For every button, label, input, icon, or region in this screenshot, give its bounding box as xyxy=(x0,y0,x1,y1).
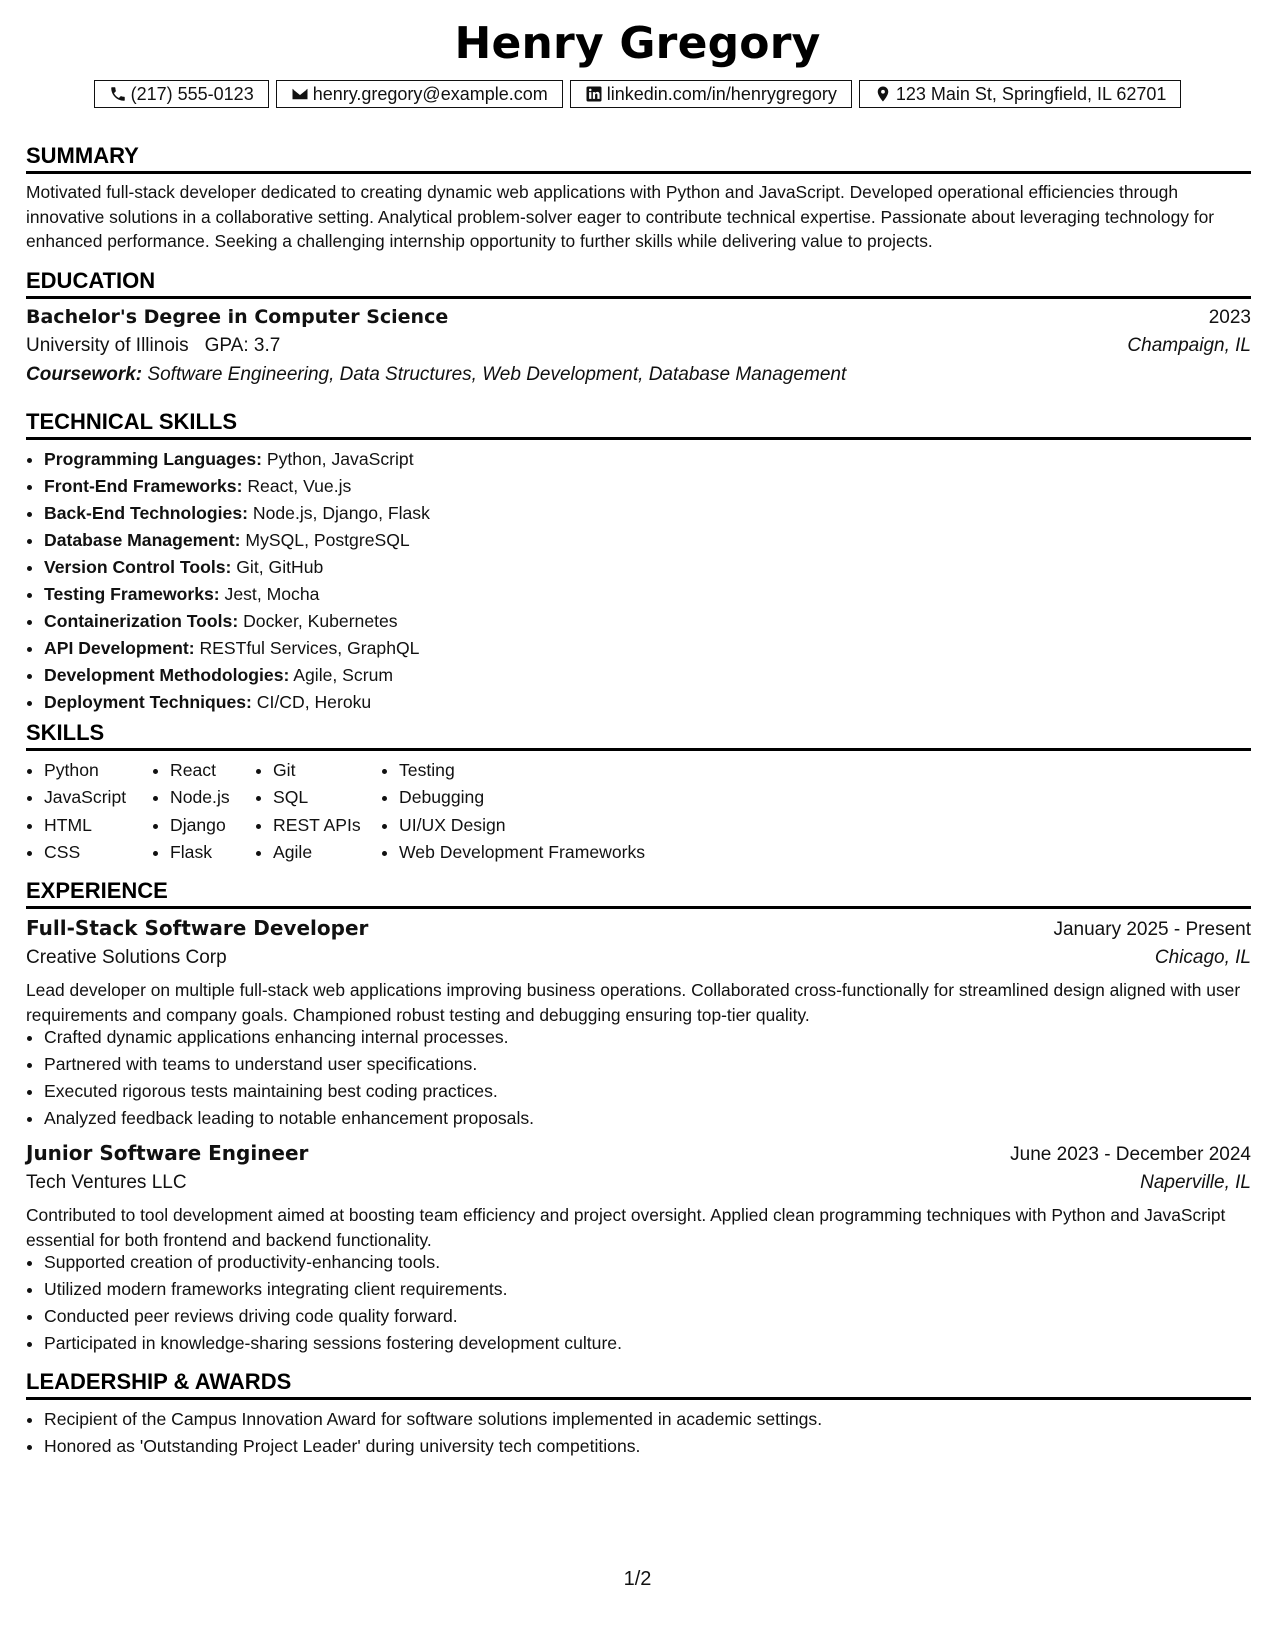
leadership-list xyxy=(26,1406,822,1460)
list-item: • Python xyxy=(44,757,152,784)
linkedin-icon xyxy=(585,85,603,103)
list-item: • Honored as 'Outstanding Project Leader' during university tech competitions. xyxy=(44,1433,822,1460)
list-item: • Testing xyxy=(399,757,699,784)
leadership-title: LEADERSHIP & AWARDS xyxy=(26,1369,292,1394)
school-name: University of Illinois xyxy=(26,335,189,356)
contact-linkedin[interactable] xyxy=(570,80,852,108)
contact-address xyxy=(859,80,1182,108)
map-pin-icon xyxy=(874,85,892,103)
job-2-dates: June 2023 - December 2024 xyxy=(1010,1144,1251,1165)
skills-divider xyxy=(26,748,1251,751)
contact-bar xyxy=(0,80,1275,108)
list-item: • Front-End Frameworks: React, Vue.js xyxy=(44,473,430,500)
list-item: • Utilized modern frameworks integrating client requirements. xyxy=(44,1276,622,1303)
list-item: • REST APIs xyxy=(273,812,381,839)
skills-column-2 xyxy=(152,757,255,866)
education-school-row xyxy=(26,335,1251,357)
list-item: • Containerization Tools: Docker, Kubernetes xyxy=(44,608,430,635)
page-number: 1/2 xyxy=(623,1568,652,1590)
list-item: • Partnered with teams to understand user specifications. xyxy=(44,1051,534,1078)
list-item: • Database Management: MySQL, PostgreSQL xyxy=(44,527,430,554)
summary-divider xyxy=(26,171,1251,174)
coursework-row xyxy=(26,364,1251,386)
envelope-icon xyxy=(291,85,309,103)
list-item: • API Development: RESTful Services, GraphQL xyxy=(44,635,430,662)
experience-title: EXPERIENCE xyxy=(26,878,168,903)
job-1-role: Full-Stack Software Developer xyxy=(26,916,369,940)
job-2-header-row xyxy=(26,1141,1251,1166)
job-1-bullets xyxy=(26,1024,534,1132)
list-item: • Conducted peer reviews driving code quality forward. xyxy=(44,1303,622,1330)
job-1-company-row xyxy=(26,947,1251,969)
school-location: Champaign, IL xyxy=(1127,335,1251,356)
job-2-bullets xyxy=(26,1249,622,1357)
coursework-list: Software Engineering, Data Structures, Web Development, Database Management xyxy=(147,364,847,385)
summary-text: Motivated full-stack developer dedicated to creating dynamic web applications with Python and JavaScript. Developed operational efficiencies through innovative solutions in a collaborative setting. Analytical problem-solver eager to contribute technical expertise. Passionate about leveraging technology for enhanced performance. Seeking a challenging internship opportunity to further skills while delivering value to projects. xyxy=(26,182,1215,251)
candidate-name: Henry Gregory xyxy=(454,18,821,69)
list-item: • Node.js xyxy=(170,784,255,811)
technical-skills-title: TECHNICAL SKILLS xyxy=(26,409,238,434)
list-item: • Debugging xyxy=(399,784,699,811)
list-item: • Executed rigorous tests maintaining best coding practices. xyxy=(44,1078,534,1105)
contact-phone[interactable] xyxy=(94,80,269,108)
coursework-label: Coursework: xyxy=(26,364,143,385)
skills-column-4 xyxy=(381,757,699,866)
list-item: • Web Development Frameworks xyxy=(399,839,699,866)
job-1-description: Lead developer on multiple full-stack web applications improving business operations. Collaborated cross-functionally for streamlined design aligned with user requirements and company goals. Championed robust testing and debugging ensuring top-tier quality. xyxy=(26,980,1241,1025)
skills-columns xyxy=(26,757,699,866)
list-item: • Analyzed feedback leading to notable enhancement proposals. xyxy=(44,1105,534,1132)
phone-icon xyxy=(109,85,127,103)
list-item: • Flask xyxy=(170,839,255,866)
job-1-company: Creative Solutions Corp xyxy=(26,947,227,968)
list-item: • Version Control Tools: Git, GitHub xyxy=(44,554,430,581)
list-item: • JavaScript xyxy=(44,784,152,811)
list-item: • Supported creation of productivity-enhancing tools. xyxy=(44,1249,622,1276)
contact-linkedin-text: linkedin.com/in/henrygregory xyxy=(606,83,837,104)
job-1-header-row xyxy=(26,916,1251,941)
skills-column-1 xyxy=(26,757,152,866)
list-item: • Django xyxy=(170,812,255,839)
skills-column-3 xyxy=(255,757,381,866)
gpa: GPA: 3.7 xyxy=(204,335,281,356)
education-title: EDUCATION xyxy=(26,268,156,293)
experience-divider xyxy=(26,906,1251,909)
job-2-company-row xyxy=(26,1172,1251,1194)
list-item: • HTML xyxy=(44,812,152,839)
technical-skills-list xyxy=(26,446,430,716)
contact-address-text: 123 Main St, Springfield, IL 62701 xyxy=(895,83,1167,104)
job-2-location: Naperville, IL xyxy=(1140,1172,1251,1193)
summary-title: SUMMARY xyxy=(26,143,139,168)
job-1-location: Chicago, IL xyxy=(1154,947,1251,968)
job-2-company: Tech Ventures LLC xyxy=(26,1172,187,1193)
skills-title: SKILLS xyxy=(26,720,105,745)
list-item: • SQL xyxy=(273,784,381,811)
list-item: • Participated in knowledge-sharing sessions fostering development culture. xyxy=(44,1330,622,1357)
list-item: • Programming Languages: Python, JavaScript xyxy=(44,446,430,473)
graduation-year: 2023 xyxy=(1208,307,1251,328)
list-item: • Crafted dynamic applications enhancing internal processes. xyxy=(44,1024,534,1051)
list-item: • React xyxy=(170,757,255,784)
technical-skills-divider xyxy=(26,437,1251,440)
list-item: • Git xyxy=(273,757,381,784)
degree-name: Bachelor's Degree in Computer Science xyxy=(26,306,449,328)
list-item: • Recipient of the Campus Innovation Award for software solutions implemented in academic settings. xyxy=(44,1406,822,1433)
list-item: • Development Methodologies: Agile, Scrum xyxy=(44,662,430,689)
list-item: • Back-End Technologies: Node.js, Django, Flask xyxy=(44,500,430,527)
job-1-dates: January 2025 - Present xyxy=(1053,919,1251,940)
education-header-row xyxy=(26,306,1251,329)
education-divider xyxy=(26,296,1251,299)
job-2-description: Contributed to tool development aimed at boosting team efficiency and project oversight. Applied clean programming techniques with Python and JavaScript essential for both frontend and backend functionality. xyxy=(26,1205,1226,1250)
list-item: • Testing Frameworks: Jest, Mocha xyxy=(44,581,430,608)
list-item: • CSS xyxy=(44,839,152,866)
list-item: • Deployment Techniques: CI/CD, Heroku xyxy=(44,689,430,716)
school-line xyxy=(26,335,280,357)
job-2-role: Junior Software Engineer xyxy=(26,1141,309,1165)
coursework-line xyxy=(26,364,846,386)
list-item: • Agile xyxy=(273,839,381,866)
list-item: • UI/UX Design xyxy=(399,812,699,839)
leadership-divider xyxy=(26,1397,1251,1400)
contact-phone-text: (217) 555-0123 xyxy=(130,83,254,104)
contact-email-text: henry.gregory@example.com xyxy=(312,83,548,104)
contact-email[interactable] xyxy=(276,80,563,108)
